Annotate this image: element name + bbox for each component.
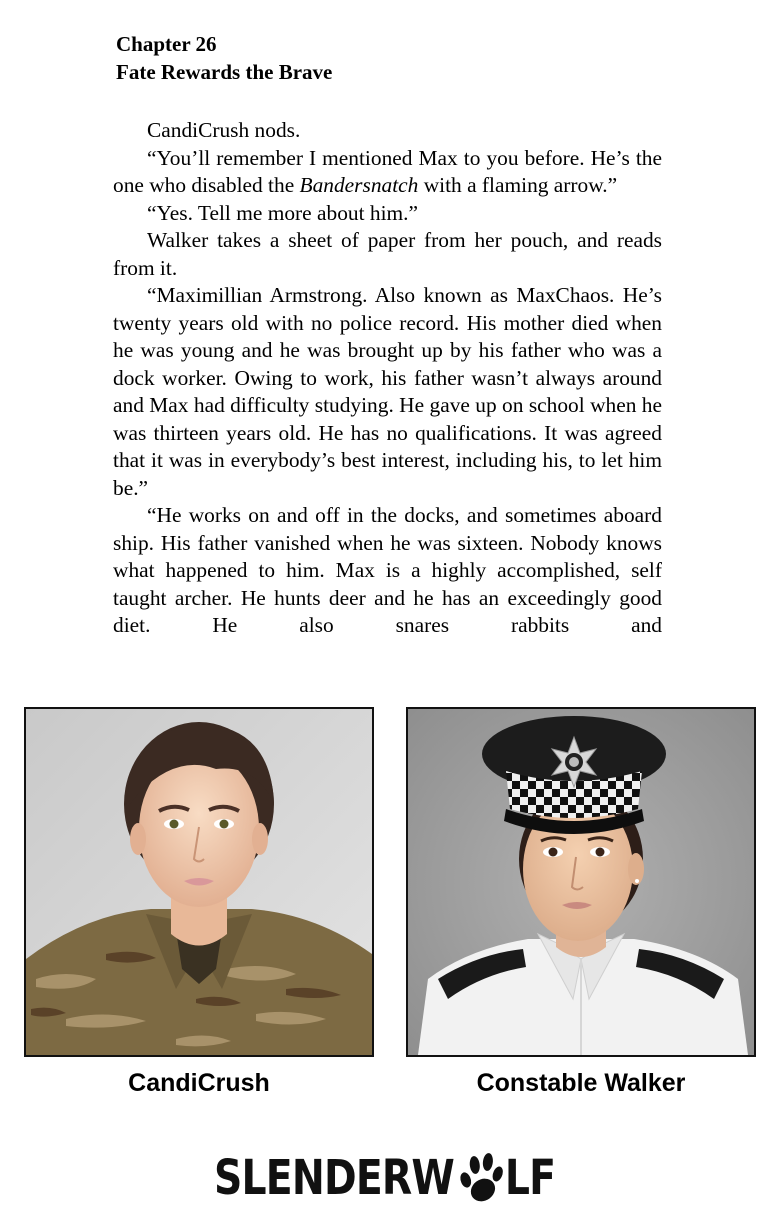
logo-text-before: SLENDERW — [214, 1150, 454, 1206]
chapter-title: Fate Rewards the Brave — [116, 60, 333, 84]
paragraph: CandiCrush nods. — [147, 118, 301, 142]
chapter-number: Chapter 26 — [116, 32, 217, 56]
paragraph-text: “You’ll remember I mentioned Max to you before. He’s the one who disabled the — [113, 145, 662, 197]
paragraph: “He works on and off in the docks, and sometimes aboard ship. His father vanished when he was sixteen. Nobody knows what happened to him. Max is a highly accomplished, self taught archer. He hunts deer and he has an exceedingly good diet. He also snares rabbits and — [113, 503, 662, 637]
paragraph — [113, 145, 662, 200]
paragraph-text: with a flaming arrow.” — [418, 173, 618, 197]
ship-name: Bandersnatch — [299, 173, 419, 197]
chapter-body — [113, 117, 662, 640]
portrait-candicrush — [24, 707, 374, 1057]
paragraph: “Maximillian Armstrong. Also known as MaxChaos. He’s twenty years old with no police record. His mother died when he was young and he was brought up by his father who was a dock worker. Owing to work, his father wasn’t always around and Max had difficulty studying. He gave up on school when he was thirteen years old. He has no qualifications. It was agreed that it was in everybody’s best interest, including his, to let him be.” — [113, 283, 662, 500]
paragraph: “Yes. Tell me more about him.” — [147, 200, 418, 225]
logo-text-after: LF — [504, 1150, 556, 1206]
wolf-paw-icon — [455, 1150, 504, 1206]
caption-constable-walker: Constable Walker — [476, 1069, 686, 1097]
portrait-image — [26, 709, 372, 1055]
portrait-constable-walker — [406, 707, 756, 1057]
caption-candicrush: CandiCrush — [128, 1069, 270, 1097]
slenderwolf-logo — [214, 1148, 555, 1208]
paragraph: Walker takes a sheet of paper from her pouch, and reads from it. — [113, 228, 662, 280]
portrait-image — [408, 709, 754, 1055]
chapter-heading — [116, 30, 332, 86]
